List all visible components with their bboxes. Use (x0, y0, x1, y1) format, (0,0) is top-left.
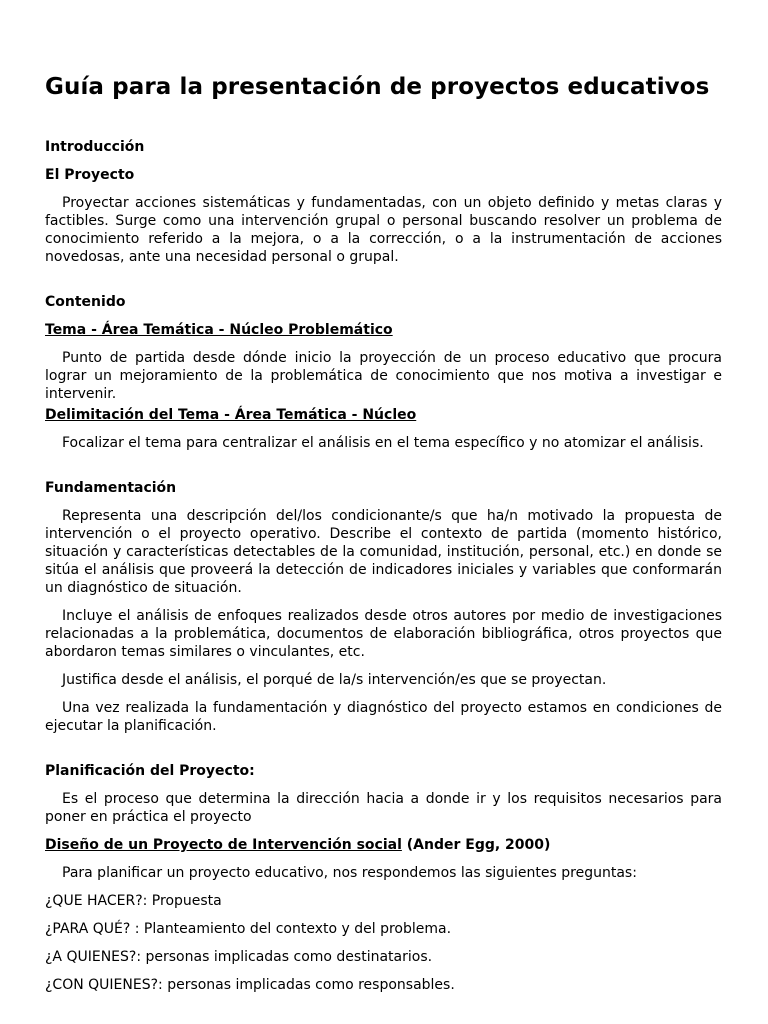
paragraph-diseno-intro: Para planificar un proyecto educativo, nos respondemos las siguientes preguntas: (62, 865, 637, 881)
section-heading-el-proyecto: El Proyecto (45, 167, 135, 183)
paragraph-el-proyecto: Proyectar acciones sistemáticas y fundamentadas, con un objeto definido y metas claras y factibles. Surge como una intervención grupal o personal buscando resolver un problema de conocimiento referido a la mejora, o a la corrección, o a la instrumentación de acciones novedosas, ante una necesidad personal o grupal. (45, 195, 722, 265)
paragraph-fundamentacion-1: Representa una descripción del/los condicionante/s que ha/n motivado la propuesta de intervención o el proyecto operativo. Describe el contexto de partida (momento histórico, situación y características detectables de la comunidad, institución, personal, etc.) en donde se sitúa el análisis que proveerá la detección de indicadores iniciales y variables que conformarán un diagnóstico de situación. (45, 508, 722, 596)
question-que-hacer: ¿QUE HACER?: Propuesta (45, 893, 222, 909)
paragraph-tema: Punto de partida desde dónde inicio la proyección de un proceso educativo que procura lograr un mejoramiento de la problemática de conocimiento que nos motiva a investigar e intervenir. (45, 350, 722, 402)
subheading-diseno (45, 836, 722, 854)
subheading-diseno-citation: (Ander Egg, 2000) (401, 837, 551, 853)
section-heading-contenido: Contenido (45, 294, 126, 310)
section-heading-fundamentacion: Fundamentación (45, 480, 177, 496)
section-heading-introduccion: Introducción (45, 139, 145, 155)
paragraph-delimitacion: Focalizar el tema para centralizar el análisis en el tema específico y no atomizar el análisis. (62, 435, 704, 451)
question-a-quienes: ¿A QUIENES?: personas implicadas como destinatarios. (45, 949, 433, 965)
document-title: Guía para la presentación de proyectos educativos (45, 74, 710, 100)
section-heading-planificacion: Planificación del Proyecto: (45, 763, 255, 779)
paragraph-fundamentacion-3: Justifica desde el análisis, el porqué de la/s intervención/es que se proyectan. (62, 672, 607, 688)
paragraph-fundamentacion-4: Una vez realizada la fundamentación y diagnóstico del proyecto estamos en condiciones de ejecutar la planificación. (45, 700, 722, 734)
paragraph-planificacion: Es el proceso que determina la dirección hacia a donde ir y los requisitos necesarios para poner en práctica el proyecto (45, 791, 722, 825)
subheading-delimitacion: Delimitación del Tema - Área Temática - Núcleo (45, 407, 417, 423)
question-con-quienes: ¿CON QUIENES?: personas implicadas como responsables. (45, 977, 455, 993)
question-para-que: ¿PARA QUÉ? : Planteamiento del contexto y del problema. (45, 921, 452, 937)
subheading-diseno-title: Diseño de un Proyecto de Intervención social (45, 837, 402, 853)
paragraph-fundamentacion-2: Incluye el análisis de enfoques realizados desde otros autores por medio de investigaciones relacionadas a la problemática, documentos de elaboración bibliográfica, otros proyectos que abordaron temas similares o vinculantes, etc. (45, 608, 722, 660)
subheading-tema: Tema - Área Temática - Núcleo Problemático (45, 322, 393, 338)
